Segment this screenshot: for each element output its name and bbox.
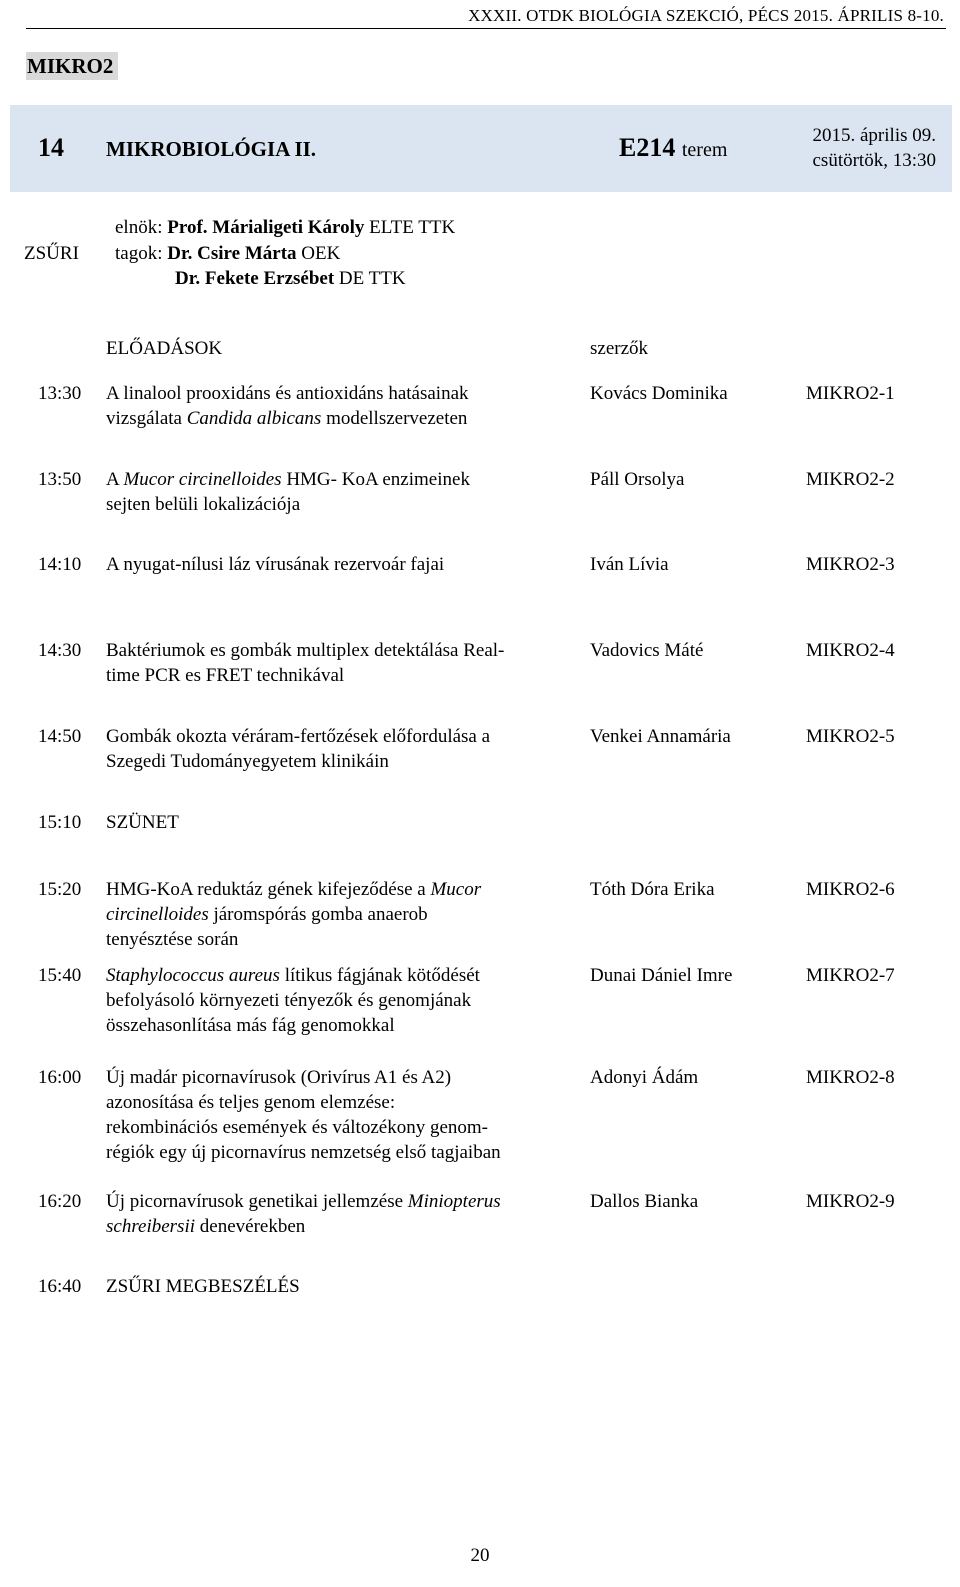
session-title: MIKROBIOLÓGIA II. [106, 137, 317, 161]
talk-title: Gombák okozta véráram-fertőzések előfordulása a Szegedi Tudományegyetem klinikáin [106, 726, 491, 772]
talk-author: Adonyi Ádám [590, 1067, 699, 1088]
talk-code: MIKRO2-9 [806, 1191, 895, 1212]
talk-code: MIKRO2-4 [806, 640, 895, 661]
talk-title: A linalool prooxidáns és antioxidáns hatásainak vizsgálata Candida albicans modellszervezeten [106, 383, 469, 429]
page-number: 20 [470, 1545, 490, 1566]
talks-heading: ELŐADÁSOK [106, 338, 223, 359]
talk-title: HMG-KoA reduktáz gének kifejeződése a Mucor circinelloides járomspórás gomba anaerob tenyésztése során [106, 879, 482, 950]
talk-author: Dunai Dániel Imre [590, 965, 733, 986]
talk-code: MIKRO2-5 [806, 726, 895, 747]
authors-heading: szerzők [590, 338, 649, 359]
session-weekday-time: csütörtök, 13:30 [812, 150, 936, 171]
talk-code: MIKRO2-3 [806, 554, 895, 575]
jury-label: ZSŰRI [24, 243, 79, 264]
talk-author: Venkei Annamária [590, 726, 731, 747]
jury-member-2-inst: DE TTK [338, 268, 406, 289]
species-name: Mucor [430, 879, 482, 900]
break-label: SZÜNET [106, 812, 179, 833]
talk-time: 15:20 [38, 879, 82, 900]
talk-author: Páll Orsolya [590, 469, 685, 490]
talk-time: 14:10 [38, 554, 82, 575]
talk-author: Dallos Bianka [590, 1191, 699, 1212]
species-name: Staphylococcus aureus [106, 965, 280, 986]
session-datetime [813, 123, 937, 173]
species-name: Mucor circinelloides [123, 469, 282, 490]
talk-code: MIKRO2-2 [806, 469, 895, 490]
talk-code: MIKRO2-7 [806, 965, 895, 986]
jury-member-1-name: Dr. Csire Márta [167, 243, 297, 264]
talk-title: Staphylococcus aureus lítikus fágjának kötődését befolyásoló környezeti tényezők és genomjának összehasonlítása más fág genomokkal [106, 965, 480, 1036]
jury-chair [115, 217, 455, 239]
talk-code: MIKRO2-6 [806, 879, 895, 900]
jury-chair-inst: ELTE TTK [369, 217, 456, 238]
jury-member-1-inst: OEK [301, 243, 341, 264]
page-header-title: XXXII. OTDK BIOLÓGIA SZEKCIÓ, PÉCS 2015. ÁPRILIS 8-10. [468, 6, 944, 25]
talk-time: 14:50 [38, 726, 82, 747]
talk-title: Új picornavírusok genetikai jellemzése Miniopterus schreibersii denevérekben [106, 1191, 501, 1237]
session-number: 14 [38, 133, 64, 162]
talk-time: 13:50 [38, 469, 82, 490]
talk-author: Kovács Dominika [590, 383, 728, 404]
talk-time: 16:20 [38, 1191, 82, 1212]
jury-discussion-label: ZSŰRI MEGBESZÉLÉS [106, 1276, 300, 1297]
talk-title: A nyugat-nílusi láz vírusának rezervoár fajai [106, 554, 445, 575]
jury-member-1 [115, 243, 340, 265]
header-rule [26, 28, 946, 29]
session-room-label: terem [681, 139, 728, 161]
talk-time: 15:10 [38, 812, 82, 833]
section-code-badge: MIKRO2 [26, 52, 118, 80]
talk-time: 16:40 [38, 1276, 82, 1297]
talk-time: 16:00 [38, 1067, 82, 1088]
jury-chair-role: elnök: [115, 217, 163, 238]
talk-author: Iván Lívia [590, 554, 669, 575]
jury-members-role: tagok: [115, 243, 163, 264]
talk-title: Új madár picornavírusok (Orivírus A1 és A2) azonosítása és teljes genom elemzése: rekombinációs események és változékony genom- régiók egy új picornavírus nemzetség első tagjaiban [106, 1067, 501, 1163]
species-name: schreibersii [106, 1216, 196, 1237]
talk-title: Baktériumok es gombák multiplex detektálása Real- time PCR es FRET technikával [106, 640, 505, 686]
talk-code: MIKRO2-8 [806, 1067, 895, 1088]
jury-member-2-name: Dr. Fekete Erzsébet [175, 268, 335, 289]
species-name: Candida albicans [186, 408, 322, 429]
jury-member-2 [175, 268, 406, 290]
talk-author: Vadovics Máté [590, 640, 704, 661]
session-date: 2015. április 09. [812, 125, 936, 146]
jury-chair-name: Prof. Márialigeti Károly [167, 217, 365, 238]
session-room [619, 133, 727, 163]
species-name: Miniopterus [407, 1191, 501, 1212]
talk-title: A Mucor circinelloides HMG- KoA enzimeinek sejten belüli lokalizációja [106, 469, 470, 515]
species-name: circinelloides [106, 904, 209, 925]
talk-time: 13:30 [38, 383, 82, 404]
talk-time: 15:40 [38, 965, 82, 986]
session-room-code: E214 [619, 133, 676, 162]
talk-time: 14:30 [38, 640, 82, 661]
talk-author: Tóth Dóra Erika [590, 879, 715, 900]
talk-code: MIKRO2-1 [806, 383, 895, 404]
